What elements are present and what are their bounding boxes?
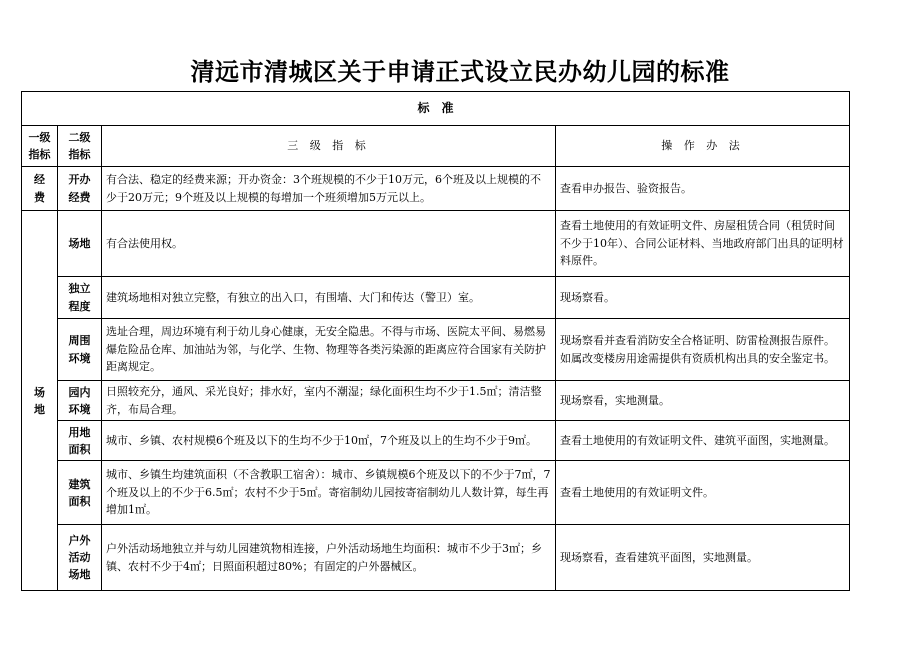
method-cell: 现场察看，查看建筑平面图，实地测量。 — [556, 525, 850, 591]
table-header-row — [22, 92, 850, 126]
level2-cell: 用地 面积 — [58, 421, 102, 461]
method-cell: 查看土地使用的有效证明文件、房屋租赁合同（租赁时间不少于10年）、合同公证材料、当地政府部门出具的证明材料原件。 — [556, 211, 850, 277]
page-title: 清远市清城区关于申请正式设立民办幼儿园的标准 — [190, 58, 730, 86]
col-header-level3: 三 级 指 标 — [102, 126, 556, 167]
level2-cell: 场地 — [58, 211, 102, 277]
criteria-cell: 有合法使用权。 — [102, 211, 556, 277]
table-row — [22, 421, 850, 461]
table-row — [22, 525, 850, 591]
level2-cell: 户外 活动 场地 — [58, 525, 102, 591]
level1-cell-funding: 经 费 — [22, 167, 58, 211]
table-row — [22, 461, 850, 525]
criteria-cell: 建筑场地相对独立完整，有独立的出入口，有围墙、大门和传达（警卫）室。 — [102, 277, 556, 319]
level2-cell: 周围 环境 — [58, 319, 102, 381]
standard-header: 标 准 — [22, 92, 850, 126]
criteria-cell: 有合法、稳定的经费来源；开办资金：3个班规模的不少于10万元，6个班及以上规模的不少于20万元；9个班及以上规模的每增加一个班须增加5万元以上。 — [102, 167, 556, 211]
table-row — [22, 167, 850, 211]
col-header-method: 操 作 办 法 — [556, 126, 850, 167]
criteria-cell: 城市、乡镇生均建筑面积（不含教职工宿舍）：城市、乡镇规模6个班及以下的不少于7㎡，7个班及以上的不少于6.5㎡；农村不少于5㎡。寄宿制幼儿园按寄宿制幼儿人数计算，每生再增加1㎡。 — [102, 461, 556, 525]
level2-cell: 建筑 面积 — [58, 461, 102, 525]
method-cell: 查看土地使用的有效证明文件、建筑平面图，实地测量。 — [556, 421, 850, 461]
col-header-level2: 二级 指标 — [58, 126, 102, 167]
criteria-cell: 户外活动场地独立并与幼儿园建筑物相连接，户外活动场地生均面积：城市不少于3㎡；乡镇、农村不少于4㎡；日照面积超过80%；有固定的户外器械区。 — [102, 525, 556, 591]
level2-cell: 独立 程度 — [58, 277, 102, 319]
method-cell: 现场察看。 — [556, 277, 850, 319]
criteria-cell: 日照较充分，通风、采光良好；排水好，室内不潮湿；绿化面积生均不少于1.5㎡；清洁整齐，布局合理。 — [102, 381, 556, 421]
table-row — [22, 381, 850, 421]
level1-cell-site: 场 地 — [22, 211, 58, 591]
standards-table — [21, 91, 850, 591]
table-row — [22, 277, 850, 319]
col-header-level1: 一级 指标 — [22, 126, 58, 167]
table-row — [22, 319, 850, 381]
method-cell: 查看申办报告、验资报告。 — [556, 167, 850, 211]
table-row — [22, 211, 850, 277]
criteria-cell: 选址合理，周边环境有利于幼儿身心健康，无安全隐患。不得与市场、医院太平间、易燃易爆危险品仓库、加油站为邻，与化学、生物、物理等各类污染源的距离应符合国家有关防护距离规定。 — [102, 319, 556, 381]
criteria-cell: 城市、乡镇、农村规模6个班及以下的生均不少于10㎡，7个班及以上的生均不少于9㎡。 — [102, 421, 556, 461]
method-cell: 现场察看并查看消防安全合格证明、防雷检测报告原件。如属改变楼房用途需提供有资质机构出具的安全鉴定书。 — [556, 319, 850, 381]
level2-cell: 开办 经费 — [58, 167, 102, 211]
method-cell: 查看土地使用的有效证明文件。 — [556, 461, 850, 525]
method-cell: 现场察看，实地测量。 — [556, 381, 850, 421]
level2-cell: 园内 环境 — [58, 381, 102, 421]
column-header-row — [22, 126, 850, 167]
